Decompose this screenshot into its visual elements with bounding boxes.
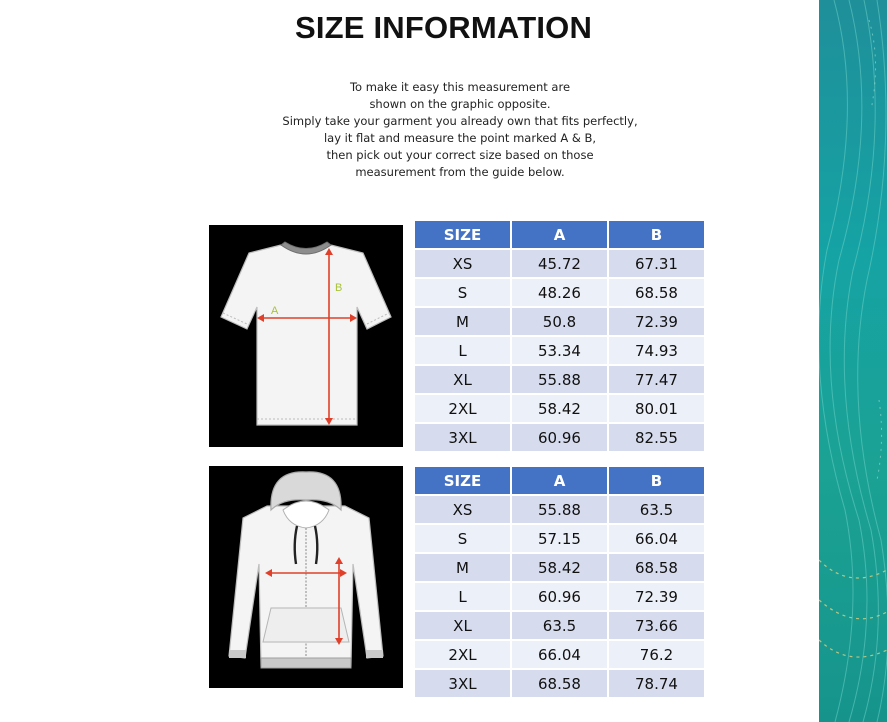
a-cell: 66.04	[512, 641, 607, 668]
hoodie-icon	[209, 466, 403, 688]
size-cell: XL	[415, 366, 510, 393]
tshirt-icon	[209, 225, 403, 447]
table-row	[415, 525, 704, 552]
size-cell: XS	[415, 496, 510, 523]
tshirt-size-table	[413, 219, 706, 453]
table-row	[415, 308, 704, 335]
table-row	[415, 496, 704, 523]
intro-line: Simply take your garment you already own that fits perfectly,	[282, 114, 638, 128]
page-title: SIZE INFORMATION	[294, 10, 593, 45]
table-header-row	[415, 221, 704, 248]
column-header: A	[512, 221, 607, 248]
column-header: SIZE	[415, 221, 510, 248]
column-header: SIZE	[415, 467, 510, 494]
size-cell: 2XL	[415, 395, 510, 422]
table-row	[415, 670, 704, 697]
intro-line: lay it flat and measure the point marked A & B,	[323, 131, 597, 145]
label-b: B	[335, 282, 343, 294]
label-a: A	[271, 305, 279, 317]
size-cell: 3XL	[415, 670, 510, 697]
b-cell: 77.47	[609, 366, 704, 393]
table-row	[415, 250, 704, 277]
size-cell: S	[415, 279, 510, 306]
a-cell: 63.5	[512, 612, 607, 639]
b-cell: 72.39	[609, 583, 704, 610]
b-cell: 68.58	[609, 554, 704, 581]
column-header: A	[512, 467, 607, 494]
size-cell: M	[415, 554, 510, 581]
b-cell: 63.5	[609, 496, 704, 523]
a-cell: 60.96	[512, 583, 607, 610]
a-cell: 57.15	[512, 525, 607, 552]
b-cell: 78.74	[609, 670, 704, 697]
b-cell: 67.31	[609, 250, 704, 277]
b-cell: 68.58	[609, 279, 704, 306]
wave-pattern-icon	[819, 0, 887, 722]
size-cell: L	[415, 337, 510, 364]
size-cell: L	[415, 583, 510, 610]
size-cell: M	[415, 308, 510, 335]
table-row	[415, 641, 704, 668]
size-cell: XS	[415, 250, 510, 277]
a-cell: 55.88	[512, 366, 607, 393]
size-cell: 3XL	[415, 424, 510, 451]
b-cell: 74.93	[609, 337, 704, 364]
a-cell: 53.34	[512, 337, 607, 364]
b-cell: 76.2	[609, 641, 704, 668]
size-cell: XL	[415, 612, 510, 639]
size-cell: 2XL	[415, 641, 510, 668]
table-row	[415, 583, 704, 610]
b-cell: 66.04	[609, 525, 704, 552]
a-cell: 48.26	[512, 279, 607, 306]
intro-text	[250, 79, 670, 181]
a-cell: 55.88	[512, 496, 607, 523]
a-cell: 50.8	[512, 308, 607, 335]
b-cell: 72.39	[609, 308, 704, 335]
column-header: B	[609, 221, 704, 248]
table-row	[415, 612, 704, 639]
a-cell: 58.42	[512, 554, 607, 581]
size-cell: S	[415, 525, 510, 552]
table-row	[415, 366, 704, 393]
a-cell: 58.42	[512, 395, 607, 422]
a-cell: 45.72	[512, 250, 607, 277]
intro-line: then pick out your correct size based on those	[326, 148, 594, 162]
table-row	[415, 554, 704, 581]
b-cell: 80.01	[609, 395, 704, 422]
a-cell: 60.96	[512, 424, 607, 451]
b-cell: 73.66	[609, 612, 704, 639]
table-row	[415, 395, 704, 422]
column-header: B	[609, 467, 704, 494]
a-cell: 68.58	[512, 670, 607, 697]
tshirt-diagram	[209, 225, 403, 447]
hoodie-size-table	[413, 465, 706, 699]
hoodie-diagram	[209, 466, 403, 688]
b-cell: 82.55	[609, 424, 704, 451]
decorative-pattern	[819, 0, 887, 722]
table-row	[415, 337, 704, 364]
intro-line: To make it easy this measurement are	[349, 80, 571, 94]
intro-line: shown on the graphic opposite.	[369, 97, 551, 111]
intro-line: measurement from the guide below.	[355, 165, 565, 179]
table-row	[415, 424, 704, 451]
table-row	[415, 279, 704, 306]
table-header-row	[415, 467, 704, 494]
